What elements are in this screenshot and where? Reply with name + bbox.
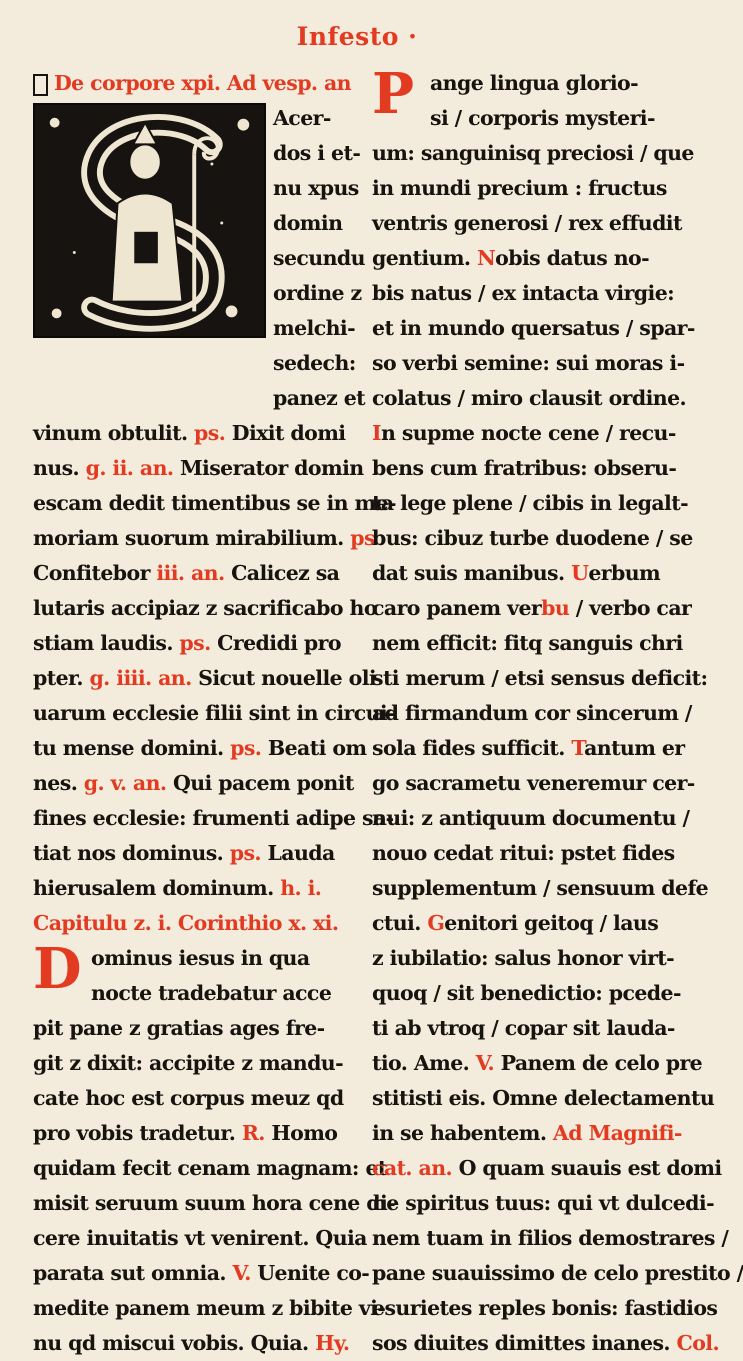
rubric-text: h. i. — [280, 876, 322, 900]
text-line — [372, 731, 684, 766]
line-text: stitisti eis. Omne delectamentu — [372, 1086, 715, 1110]
rubric-text: ps. — [194, 421, 226, 445]
text-line — [33, 451, 364, 486]
line-text: Uenite co- — [250, 1261, 370, 1285]
line-text: ne spiritus tuus: qui vt dulcedi- — [372, 1191, 714, 1215]
line-text: caro panem ver — [372, 596, 542, 620]
line-text: hierusalem dominum. — [33, 876, 281, 900]
text-line: ordine z — [273, 281, 362, 305]
text-line — [33, 591, 377, 626]
line-text: Panem de celo pre — [494, 1051, 703, 1075]
text-line — [372, 416, 684, 451]
line-text: cere inuitatis vt venirent. Quia — [33, 1226, 367, 1250]
line-text: nouo cedat ritui: pstet fides — [372, 841, 675, 865]
text-line — [372, 171, 684, 206]
text-line — [372, 311, 695, 346]
line-text: quoq / sit benedictio: pcede- — [372, 981, 681, 1005]
text-line: ange lingua glorio- — [430, 71, 639, 95]
line-text: nem tuam in filios demostrares / — [372, 1226, 729, 1250]
line-text: medite panem meum z bibite vi- — [33, 1296, 386, 1320]
line-text: z iubilatio: salus honor virt- — [372, 946, 675, 970]
text-line — [33, 486, 396, 521]
line-text: go sacrametu veneremur cer- — [372, 771, 695, 795]
text-line — [33, 416, 351, 451]
office-heading: De corpore xpi. Ad vesp. an — [54, 71, 351, 95]
line-text: Qui pacem ponit — [166, 771, 354, 795]
line-text: Dixit domi — [225, 421, 346, 445]
left-text-lines — [33, 416, 396, 941]
text-line — [372, 976, 684, 1011]
line-text: Miserator domin — [173, 456, 364, 480]
line-text: n supme nocte cene / recu- — [381, 421, 676, 445]
line-text: Beati om — [261, 736, 367, 760]
line-text: obis datus no- — [495, 246, 649, 270]
text-line — [33, 1046, 351, 1081]
text-line — [33, 1186, 396, 1221]
line-text: Sicut nouelle oli — [191, 666, 377, 690]
line-text: gentium. — [372, 246, 478, 270]
text-line — [33, 626, 351, 661]
line-text: sola fides sufficit. — [372, 736, 572, 760]
line-text: nus. — [33, 456, 86, 480]
line-text: moriam suorum mirabilium. — [33, 526, 351, 550]
text-line — [372, 381, 687, 416]
line-text: vinum obtulit. — [33, 421, 195, 445]
text-line — [33, 836, 351, 871]
rubric-text: ps — [350, 526, 375, 550]
line-text: tiat nos dominus. — [33, 841, 230, 865]
rubric-text: Capitulu z. i. Corinthio x. xi. — [33, 911, 339, 935]
text-line: nocte tradebatur acce — [91, 981, 332, 1005]
line-text: enitori geitoq / laus — [444, 911, 659, 935]
line-text: uarum ecclesie filii sint in circui- — [33, 701, 395, 725]
line-text: colatus / miro clausit ordine. — [372, 386, 687, 410]
line-text: stiam laudis. — [33, 631, 180, 655]
line-text: nu qd miscui vobis. Quia. — [33, 1331, 316, 1355]
line-text: nem efficit: fitq sanguis chri — [372, 631, 683, 655]
text-line — [372, 451, 684, 486]
rubric-text: Hy. — [315, 1331, 350, 1355]
rubric-text: G — [427, 911, 445, 935]
line-text: fines ecclesie: frumenti adipe sa- — [33, 806, 394, 830]
text-line — [33, 1256, 370, 1291]
line-text: Lauda — [260, 841, 335, 865]
text-line: sedech: — [273, 351, 356, 375]
rubric-text: V. — [232, 1261, 251, 1285]
text-line — [33, 1326, 351, 1361]
line-text: bus: cibuz turbe duodene / se — [372, 526, 693, 550]
text-line — [372, 766, 695, 801]
drop-initial-d-box — [33, 936, 91, 1011]
line-text: supplementum / sensuum defe — [372, 876, 709, 900]
text-line — [372, 276, 684, 311]
text-line — [33, 1151, 387, 1186]
text-line — [372, 906, 684, 941]
text-line — [33, 906, 351, 941]
line-text: antum er — [584, 736, 685, 760]
line-text: Calicez sa — [224, 561, 340, 585]
text-line — [33, 1221, 367, 1256]
text-line — [33, 1116, 351, 1151]
text-line — [372, 1011, 684, 1046]
line-text: tu mense domini. — [33, 736, 231, 760]
line-text: erbum — [588, 561, 661, 585]
text-line — [372, 486, 689, 521]
text-line — [372, 136, 694, 171]
line-text: dat suis manibus. — [372, 561, 572, 585]
line-text: ad firmandum cor sincerum / — [372, 701, 692, 725]
drop-initial-p: P — [372, 61, 415, 127]
text-line: Acer- — [273, 106, 331, 130]
rubric-text: ps. — [179, 631, 211, 655]
text-line — [372, 556, 684, 591]
text-line — [372, 591, 692, 626]
text-line — [372, 1291, 718, 1326]
text-line: si / corporis mysteri- — [430, 106, 655, 130]
text-line: panez et — [273, 386, 366, 410]
text-line: domin — [273, 211, 343, 235]
text-line — [372, 1326, 720, 1361]
line-text: so verbi semine: sui moras i- — [372, 351, 685, 375]
text-line: secundu — [273, 246, 365, 270]
text-line — [33, 1011, 351, 1046]
line-text: ctui. — [372, 911, 428, 935]
drop-initial-d: D — [33, 936, 82, 1002]
line-text: bens cum fratribus: obseru- — [372, 456, 677, 480]
line-text: Credidi pro — [210, 631, 341, 655]
text-line — [33, 556, 351, 591]
text-line — [33, 1291, 386, 1326]
left-heading-line — [33, 66, 351, 101]
text-line — [372, 1081, 715, 1116]
text-line — [33, 871, 351, 906]
text-line — [372, 1186, 714, 1221]
text-line — [372, 871, 709, 906]
text-line — [33, 766, 354, 801]
line-text: um: sanguinisq preciosi / que — [372, 141, 694, 165]
rubric-text: Col. — [676, 1331, 720, 1355]
line-text: esurietes reples bonis: fastidios — [372, 1296, 718, 1320]
line-text: ti ab vtroq / copar sit lauda- — [372, 1016, 675, 1040]
lines-beside-initial — [33, 101, 366, 416]
rubric-text: T — [571, 736, 585, 760]
text-line — [372, 661, 708, 696]
rubric-text: ps. — [229, 841, 261, 865]
line-text: quidam fecit cenam magnam: et — [33, 1156, 387, 1180]
rubric-text: g. iiii. an. — [89, 666, 192, 690]
text-line — [372, 836, 684, 871]
text-line — [372, 1151, 722, 1186]
text-line — [372, 1256, 743, 1291]
paragraph-box-icon — [33, 74, 48, 96]
text-line — [372, 941, 684, 976]
right-column — [372, 61, 743, 1361]
rubric-text: I — [372, 421, 381, 445]
rubric-text: ps. — [230, 736, 262, 760]
hymn-start-block — [372, 61, 684, 136]
line-text: bis natus / ex intacta virgie: — [372, 281, 675, 305]
rubric-text: Ad Magnifi- — [552, 1121, 682, 1145]
rubric-text: bu — [541, 596, 570, 620]
text-line: ominus iesus in qua — [91, 946, 310, 970]
line-text: nui: z antiquum documentu / — [372, 806, 690, 830]
line-text: git z dixit: accipite z mandu- — [33, 1051, 344, 1075]
line-text: sti merum / etsi sensus deficit: — [372, 666, 708, 690]
text-line — [372, 1221, 729, 1256]
chapter-block — [33, 936, 351, 1011]
line-text: et in mundo quersatus / spar- — [372, 316, 695, 340]
line-text: in se habentem. — [372, 1121, 553, 1145]
line-text: escam dedit timentibus se in me- — [33, 491, 396, 515]
line-text: sos diuites dimittes inanes. — [372, 1331, 677, 1355]
text-line — [372, 241, 684, 276]
text-line — [372, 1116, 684, 1151]
rubric-text: U — [571, 561, 589, 585]
text-line — [372, 521, 693, 556]
running-header: Infesto · — [296, 22, 418, 51]
text-line — [372, 801, 690, 836]
text-line — [33, 801, 394, 836]
rubric-text: cat. an. — [372, 1156, 453, 1180]
line-text: ventris generosi / rex effudit — [372, 211, 682, 235]
drop-initial-p-box — [372, 61, 430, 136]
line-text: pit pane z gratias ages fre- — [33, 1016, 325, 1040]
line-text: ta lege plene / cibis in legalt- — [372, 491, 689, 515]
left-text-lines-after — [33, 1011, 396, 1361]
text-line — [33, 1081, 351, 1116]
text-line: nu xpus — [273, 176, 359, 200]
rubric-text: V. — [475, 1051, 495, 1075]
rubric-text: g. v. an. — [83, 771, 167, 795]
text-line — [33, 661, 377, 696]
left-column — [33, 66, 396, 1361]
line-text: Confitebor — [33, 561, 157, 585]
line-text: Homo — [264, 1121, 338, 1145]
line-text: / verbo car — [569, 596, 692, 620]
text-line — [33, 696, 395, 731]
text-line — [372, 346, 684, 381]
text-line — [372, 626, 684, 661]
rubric-text: iii. an. — [156, 561, 225, 585]
line-text: pro vobis tradetur. — [33, 1121, 242, 1145]
line-text: tio. Ame. — [372, 1051, 476, 1075]
line-text: O quam suauis est domi — [452, 1156, 722, 1180]
line-text: parata sut omnia. — [33, 1261, 233, 1285]
right-text-lines — [372, 136, 743, 1361]
text-line — [33, 731, 367, 766]
line-text: in mundi precium : fructus — [372, 176, 667, 200]
text-line — [372, 696, 692, 731]
line-text: pane suauissimo de celo prestito / — [372, 1261, 743, 1285]
text-line: dos i et- — [273, 141, 361, 165]
line-text: misit seruum suum hora cene di- — [33, 1191, 396, 1215]
line-text: cate hoc est corpus meuz qd — [33, 1086, 344, 1110]
line-text: pter. — [33, 666, 90, 690]
rubric-text: g. ii. an. — [85, 456, 174, 480]
line-text: nes. — [33, 771, 84, 795]
text-line: melchi- — [273, 316, 356, 340]
rubric-text: R. — [241, 1121, 265, 1145]
rubric-text: N — [477, 246, 496, 270]
line-text: lutaris accipiaz z sacrificabo ho — [33, 596, 377, 620]
text-line — [33, 521, 375, 556]
text-line — [372, 1046, 703, 1081]
text-line — [372, 206, 684, 241]
